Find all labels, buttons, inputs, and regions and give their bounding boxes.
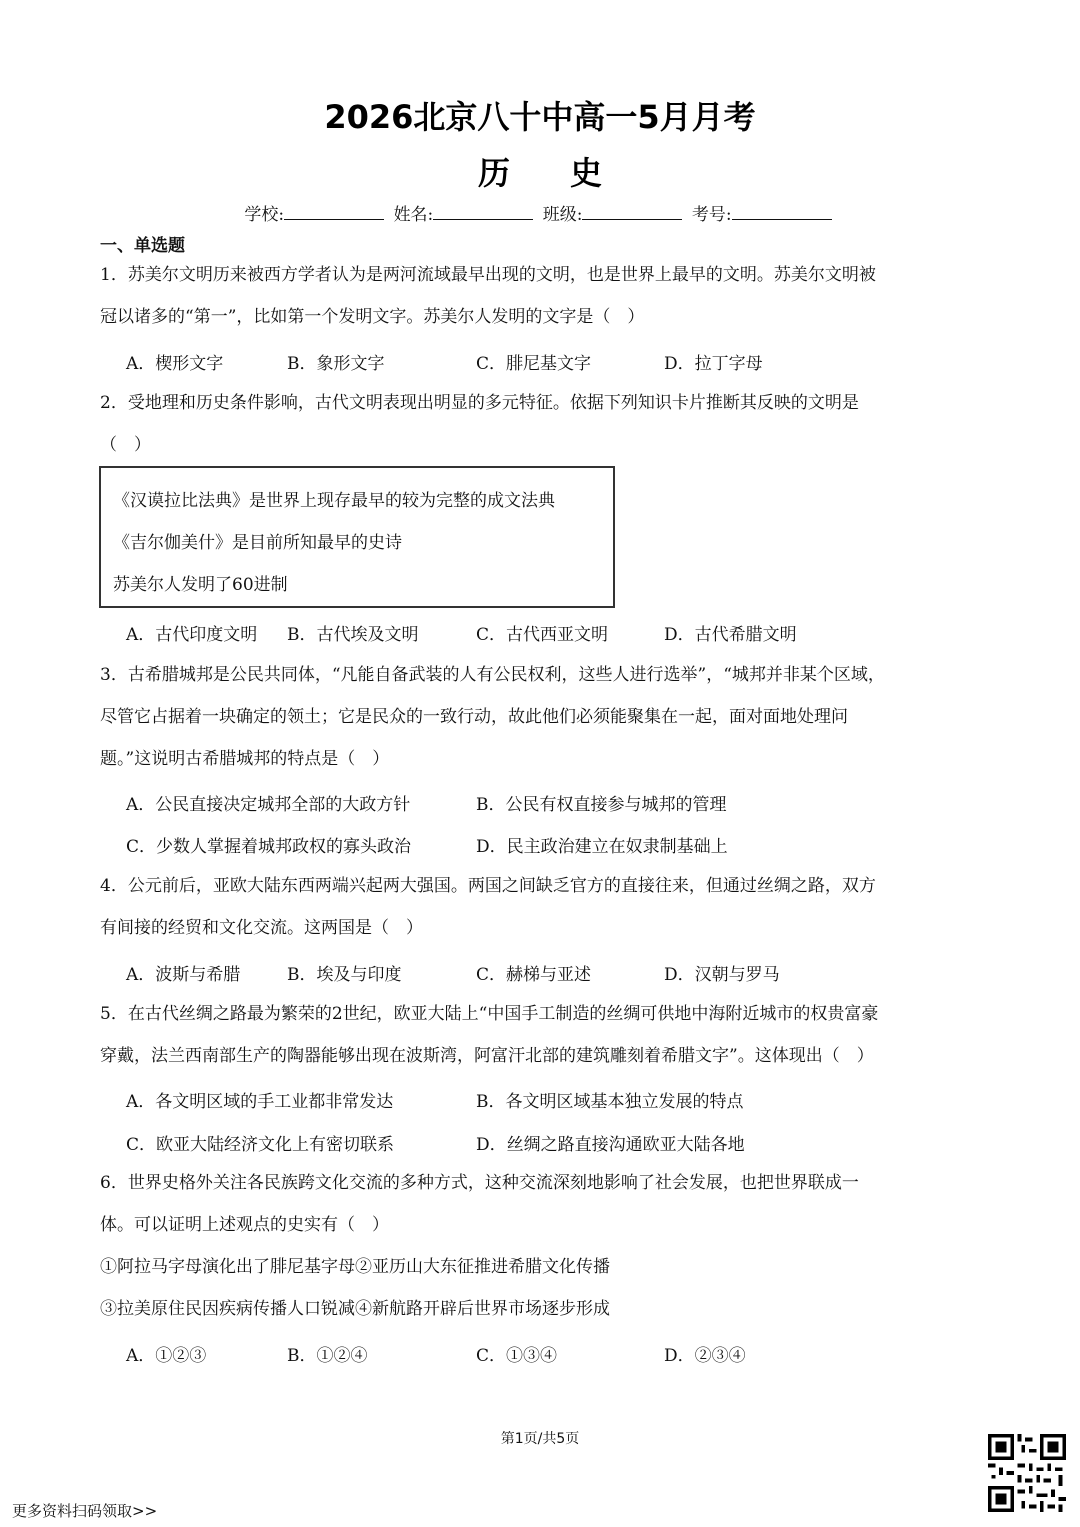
question-2 xyxy=(100,382,980,466)
option-a: A．各文明区域的手工业都非常发达 xyxy=(126,1092,394,1112)
option-c: C．腓尼基文字 xyxy=(476,354,592,374)
option-d: D．丝绸之路直接沟通欧亚大陆各地 xyxy=(476,1135,745,1155)
question-text-line: 尽管它占据着一块确定的领土；它是民众的一致行动，故此他们必须能聚集在一起，面对面地处理问 xyxy=(100,707,848,727)
option-b: B．古代埃及文明 xyxy=(287,625,419,645)
exam-subject: 历史 xyxy=(477,154,662,192)
question-text-line: 穿戴，法兰西南部生产的陶器能够出现在波斯湾，阿富汗北部的建筑雕刻着希腊文字”。这体现出（ ） xyxy=(100,1046,874,1066)
option-b: B．各文明区域基本独立发展的特点 xyxy=(476,1092,744,1112)
statement-line: ①阿拉马字母演化出了腓尼基字母②亚历山大东征推进希腊文化传播 xyxy=(100,1257,610,1277)
question-1 xyxy=(100,254,980,338)
name-label: 姓名: xyxy=(393,205,434,225)
option-a: A．楔形文字 xyxy=(126,354,224,374)
question-text-line: 3．古希腊城邦是公民共同体，“凡能自备武装的人有公民权利，这些人进行选举”，“城邦并非某个区域， xyxy=(100,665,885,685)
question-text-line: 2．受地理和历史条件影响，古代文明表现出明显的多元特征。依据下列知识卡片推断其反映的文明是 xyxy=(100,393,859,413)
promo-link[interactable]: 更多资料扫码领取>> xyxy=(12,1502,158,1520)
question-text-line: （ ） xyxy=(100,435,151,455)
option-d: D．拉丁字母 xyxy=(664,354,763,374)
card-line: 《汉谟拉比法典》是世界上现存最早的较为完整的成文法典 xyxy=(113,491,555,511)
option-d: D．汉朝与罗马 xyxy=(664,965,780,985)
option-c: C．①③④ xyxy=(476,1346,558,1366)
school-label: 学校: xyxy=(244,205,285,225)
card-line: 苏美尔人发明了60进制 xyxy=(113,575,288,595)
knowledge-card xyxy=(99,466,615,608)
exam-number-field xyxy=(732,203,832,220)
section-title: 一、单选题 xyxy=(100,236,185,256)
question-text-line: 5．在古代丝绸之路最为繁荣的2世纪，欧亚大陆上“中国手工制造的丝绸可供地中海附近城市的权贵富豪 xyxy=(100,1004,879,1024)
question-text-line: 6．世界史格外关注各民族跨文化交流的多种方式，这种交流深刻地影响了社会发展，也把世界联成一 xyxy=(100,1173,859,1193)
student-info-row xyxy=(0,200,1080,225)
option-c: C．少数人掌握着城邦政权的寡头政治 xyxy=(126,837,412,857)
option-a: A．波斯与希腊 xyxy=(126,965,241,985)
name-field xyxy=(433,203,533,220)
option-a: A．公民直接决定城邦全部的大政方针 xyxy=(126,795,411,815)
class-field xyxy=(582,203,682,220)
statement-line: ③拉美原住民因疾病传播人口锐减④新航路开辟后世界市场逐步形成 xyxy=(100,1299,610,1319)
question-text-line: 4．公元前后，亚欧大陆东西两端兴起两大强国。两国之间缺乏官方的直接往来，但通过丝绸之路，双方 xyxy=(100,876,876,896)
card-line: 《吉尔伽美什》是目前所知最早的史诗 xyxy=(113,533,402,553)
qr-code-icon[interactable] xyxy=(988,1434,1066,1512)
option-b: B．埃及与印度 xyxy=(287,965,402,985)
question-text-line: 冠以诸多的“第一”，比如第一个发明文字。苏美尔人发明的文字是（ ） xyxy=(100,307,645,327)
option-d: D．古代希腊文明 xyxy=(664,625,797,645)
option-b: B．象形文字 xyxy=(287,354,385,374)
question-4 xyxy=(100,865,980,949)
option-d: D．②③④ xyxy=(664,1346,746,1366)
school-field xyxy=(284,203,384,220)
question-text-line: 体。可以证明上述观点的史实有（ ） xyxy=(100,1215,389,1235)
option-b: B．公民有权直接参与城邦的管理 xyxy=(476,795,727,815)
option-c: C．欧亚大陆经济文化上有密切联系 xyxy=(126,1135,395,1155)
question-text-line: 有间接的经贸和文化交流。这两国是（ ） xyxy=(100,918,423,938)
option-a: A．古代印度文明 xyxy=(126,625,258,645)
question-3 xyxy=(100,654,980,780)
question-6 xyxy=(100,1162,980,1330)
option-c: C．古代西亚文明 xyxy=(476,625,609,645)
exam-title: 2026北京八十中高一5月月考 xyxy=(324,98,756,136)
question-5 xyxy=(100,993,980,1077)
class-label: 班级: xyxy=(542,205,583,225)
question-text-line: 1．苏美尔文明历来被西方学者认为是两河流域最早出现的文明，也是世界上最早的文明。苏美尔文明被 xyxy=(100,265,876,285)
option-a: A．①②③ xyxy=(126,1346,207,1366)
page-number: 第1页/共5页 xyxy=(500,1431,580,1447)
option-d: D．民主政治建立在奴隶制基础上 xyxy=(476,837,728,857)
exam-number-label: 考号: xyxy=(691,205,732,225)
question-text-line: 题。”这说明古希腊城邦的特点是（ ） xyxy=(100,749,390,769)
option-b: B．①②④ xyxy=(287,1346,368,1366)
option-c: C．赫梯与亚述 xyxy=(476,965,592,985)
